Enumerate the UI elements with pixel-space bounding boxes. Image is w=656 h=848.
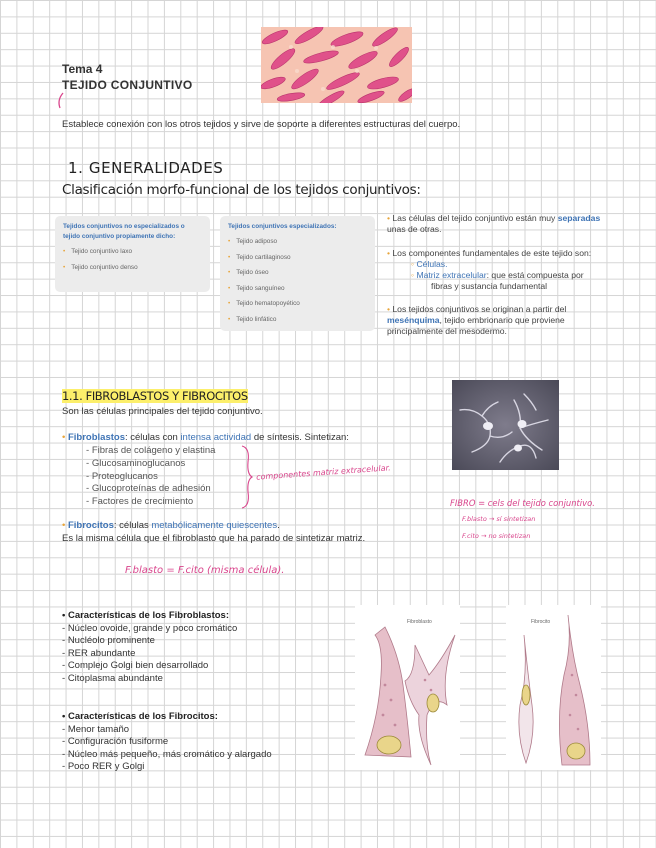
list-item: - Menor tamaño <box>62 723 130 735</box>
fibrocyte-illustration-panel <box>506 605 601 770</box>
classification-subheading: Clasificación morfo-funcional de los tejidos conjuntivos: <box>62 182 421 198</box>
list-item: - Núcleo ovoide, grande y poco cromático <box>62 622 238 634</box>
list-item: - Nucléolo prominente <box>62 635 155 646</box>
synthesis-list <box>86 445 215 509</box>
list-item: - RER abundante <box>62 647 136 659</box>
list-item: • Tejido hematopoyético <box>228 300 300 307</box>
card-non-specialized <box>55 216 210 292</box>
section11-lead: Son las células principales del tejido conjuntivo. <box>62 406 263 417</box>
fibroblastos-definition: • Fibroblastos: células con intensa actividad de síntesis. Sintetizan: <box>62 432 349 443</box>
list-item: - Factores de crecimiento <box>86 496 194 508</box>
fibrocitos-line2: Es la misma célula que el fibroblasto que ha parado de sintetizar matriz. <box>62 533 366 544</box>
list-item: - Núcleo más pequeño, más cromático y alargado <box>62 748 272 760</box>
list-item: • Tejido óseo <box>228 269 269 276</box>
connective-tissue-image <box>261 27 412 103</box>
note-separation: • Las células del tejido conjuntivo están muy separadas unas de otras. <box>387 213 601 234</box>
hand-note-fibro: FIBRO = cels del tejido conjuntivo. <box>450 498 595 508</box>
list-item: - Proteoglucanos <box>86 470 158 482</box>
list-item: • Tejido conjuntivo laxo <box>63 248 132 255</box>
caract-fibroblastos: • Características de los Fibroblastos: - Núcleo ovoide, grande y poco cromático - Nucléolo prominente - RER abundante - Complejo Golgi bien desarrollado - Citoplasma abundante <box>62 610 238 684</box>
hand-brace-mark <box>240 444 254 510</box>
fibrocyte-cell-drawing <box>506 605 601 770</box>
fibroblast-micrograph <box>452 380 559 470</box>
card-right-title: Tejidos conjuntivos especializados: <box>228 223 337 230</box>
figure-label-fibroblasto: Fibroblasto <box>407 619 432 625</box>
caract-fibrocitos: • Características de los Fibrocitos: - Menor tamaño - Configuración fusiforme - Núcleo más pequeño, más cromático y alargado - Poco RER y Golgi <box>62 711 272 772</box>
list-item: - Glucoproteínas de adhesión <box>86 483 211 495</box>
page-title: TEJIDO CONJUNTIVO <box>62 78 193 92</box>
list-item: - Poco RER y Golgi <box>62 761 145 772</box>
hand-bracket-mark <box>55 92 67 110</box>
tema-number: Tema 4 <box>62 62 103 76</box>
hand-note-equal: F.blasto = F.cito (misma célula). <box>125 565 285 576</box>
note-origin: • Los tejidos conjuntivos se originan a partir del mesénquima, tejido embrionario que proviene principalmente del mesodermo. <box>387 304 567 336</box>
hand-note-cito: F.cito → no sintetizan <box>462 532 531 540</box>
fibroblast-illustration-panel <box>355 605 460 770</box>
fibroblast-cell-drawing <box>355 605 460 770</box>
section-heading-generalidades: 1. GENERALIDADES <box>68 159 224 177</box>
hand-note-blasto: F.blasto → sí sintetizan <box>462 515 536 523</box>
list-item: - Fibras de colágeno y elastina <box>86 445 216 456</box>
list-item: • Tejido conjuntivo denso <box>63 263 138 271</box>
note-components: • Los componentes fundamentales de este tejido son: ◦ Células. ◦ Matriz extracelular: que está compuesta por fibras y sustancia fundamental <box>387 248 592 291</box>
section-heading-fibroblastos: 1.1. FIBROBLASTOS Y FIBROCITOS <box>62 389 248 403</box>
list-item: • Tejido adiposo <box>228 238 278 245</box>
list-item: - Citoplasma abundante <box>62 672 163 684</box>
list-item: • Tejido linfático <box>228 315 277 323</box>
list-item: - Glucosaminoglucanos <box>86 457 186 469</box>
list-item: • Tejido cartilaginoso <box>228 253 291 261</box>
intro-text: Establece conexión con los otros tejidos y sirve de soporte a diferentes estructuras del cuerpo. <box>62 119 461 130</box>
list-item: - Complejo Golgi bien desarrollado <box>62 660 209 671</box>
list-item: - Configuración fusiforme <box>62 736 169 747</box>
list-item: • Tejido sanguíneo <box>228 284 285 292</box>
card-left-title-1: Tejidos conjuntivos no especializados o <box>63 223 185 230</box>
hand-note-matrix: componentes matriz extracelular. <box>255 463 391 482</box>
notes-column <box>387 213 649 337</box>
fibrocitos-definition: • Fibrocitos: células metabólicamente quiescentes. <box>62 520 280 531</box>
card-specialized <box>220 216 375 331</box>
card-left-title-2: tejido conjuntivo propiamente dicho: <box>63 233 176 240</box>
figure-label-fibrocito: Fibrocito <box>531 619 551 625</box>
